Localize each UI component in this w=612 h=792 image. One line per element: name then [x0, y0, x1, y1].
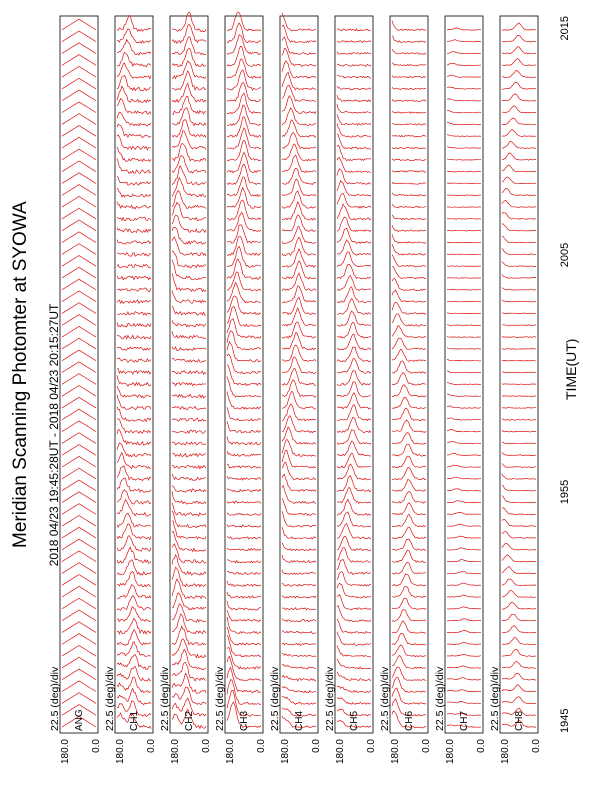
panel-channel-label: CH6 — [404, 710, 415, 731]
panel-channel-label: CH3 — [239, 710, 250, 731]
y-tick-0: 0.0 — [421, 739, 432, 753]
trace-line — [447, 242, 481, 243]
page-title: Meridian Scanning Photomter at SYOWA — [10, 201, 31, 548]
y-tick-0: 0.0 — [201, 739, 212, 753]
panel-scale-label: 22.5 (deg)/div — [434, 666, 446, 731]
panel-scale-label: 22.5 (deg)/div — [489, 666, 501, 731]
panel-channel-label: CH2 — [184, 710, 195, 731]
time-tick-2005: 2005 — [559, 242, 571, 268]
y-tick-0: 0.0 — [146, 739, 157, 753]
y-tick-180: 180.0 — [225, 739, 236, 765]
time-range: 2018 04/23 19:45:28UT - 2018 04/23 20:15:27UT — [47, 303, 61, 567]
panel-scale-label: 22.5 (deg)/div — [49, 666, 61, 731]
time-tick-2015: 2015 — [559, 16, 571, 41]
panel-scale-label: 22.5 (deg)/div — [269, 666, 281, 731]
panel-scale-label: 22.5 (deg)/div — [324, 666, 336, 731]
y-tick-180: 180.0 — [335, 739, 346, 765]
y-tick-0: 0.0 — [531, 739, 542, 753]
time-tick-1945: 1945 — [559, 708, 571, 733]
trace-line — [447, 278, 481, 279]
panel-scale-label: 22.5 (deg)/div — [159, 666, 171, 731]
y-tick-180: 180.0 — [445, 739, 456, 765]
y-tick-0: 0.0 — [91, 739, 102, 753]
panel-channel-label: CH5 — [349, 710, 360, 731]
panel-scale-label: 22.5 (deg)/div — [214, 666, 226, 731]
panel-channel-label: CH8 — [514, 710, 525, 731]
y-tick-180: 180.0 — [60, 739, 71, 765]
time-tick-1955: 1955 — [559, 479, 571, 505]
panel-channel-label: CH1 — [129, 710, 140, 731]
y-tick-180: 180.0 — [170, 739, 181, 765]
y-tick-0: 0.0 — [366, 739, 377, 753]
y-tick-0: 0.0 — [256, 739, 267, 753]
y-tick-0: 0.0 — [476, 739, 487, 753]
y-tick-0: 0.0 — [311, 739, 322, 753]
trace-line — [447, 219, 481, 220]
panel-scale-label: 22.5 (deg)/div — [379, 666, 391, 731]
panel-channel-label: CH7 — [459, 710, 470, 731]
y-tick-180: 180.0 — [500, 739, 511, 765]
y-tick-180: 180.0 — [115, 739, 126, 765]
panel-channel-label: ANG — [74, 709, 85, 731]
panel-channel-label: CH4 — [294, 710, 305, 731]
time-axis-label: TIME(UT) — [563, 338, 579, 400]
y-tick-180: 180.0 — [390, 739, 401, 765]
y-tick-180: 180.0 — [280, 739, 291, 765]
panel-scale-label: 22.5 (deg)/div — [104, 666, 116, 731]
